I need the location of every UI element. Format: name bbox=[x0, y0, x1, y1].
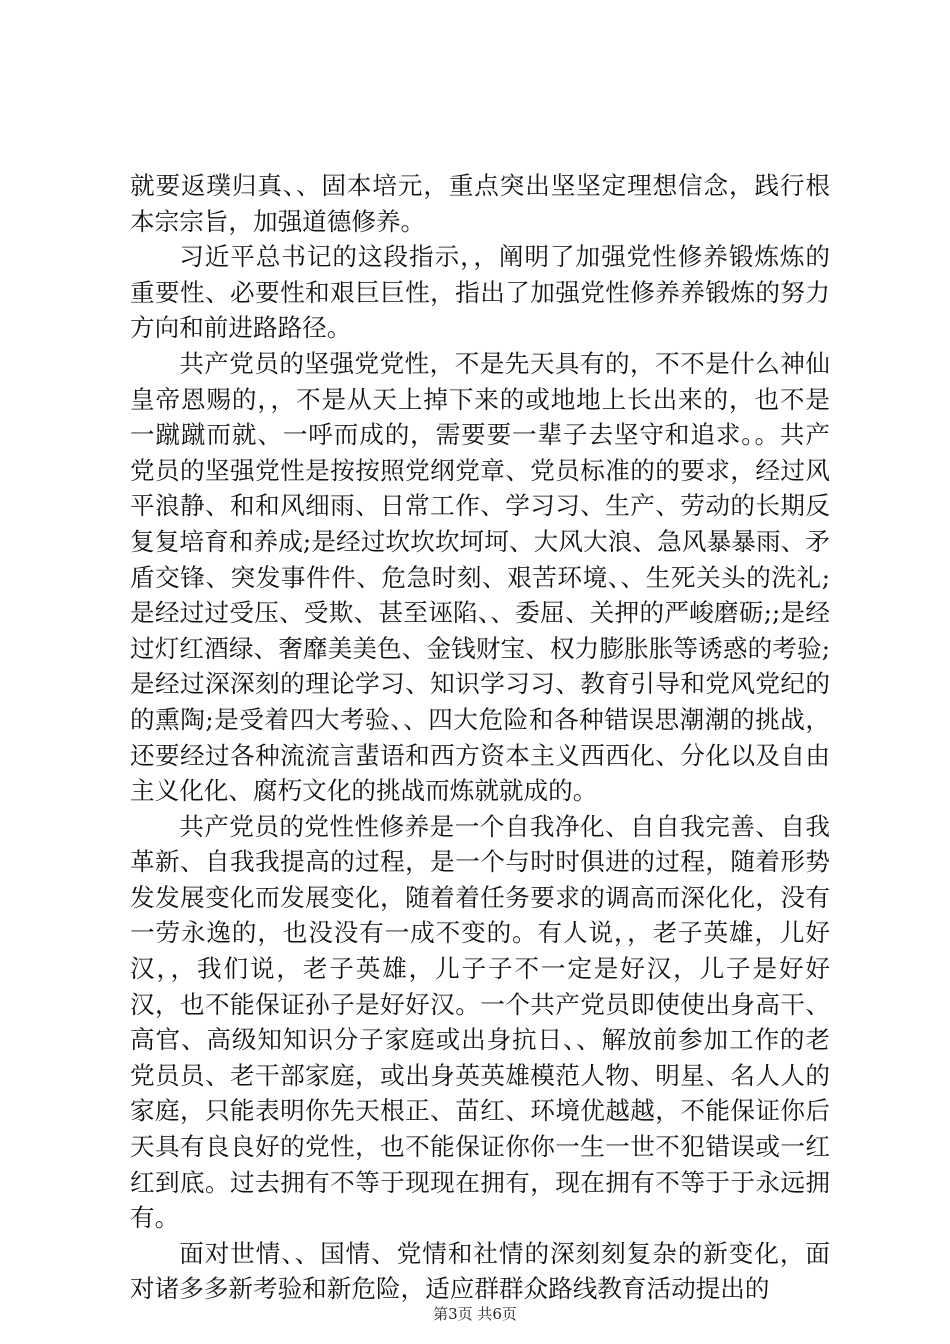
paragraph-4: 共产党员的党性性修养是一个自我净化、自自我完善、自我革新、自我我提高的过程，是一个与时时俱进的过程，随着形势发发展变化而发展变化，随着着任务要求的调高而深化化，没有一劳永逸的，也没没有一成不变的。有人说，，老子英雄，儿好汉，，我们说，老子英雄，儿子子不一定是好汉，儿子是好好汉，也不能保证孙子是好好汉。一个共产党员即使使出身高干、高官、高级知知识分子家庭或出身抗日、、解放前参加工作的老党员员、老干部家庭，或出身英英雄模范人物、明星、名人人的家庭，只能表明你先天根正、苗红、环境优越越，不能保证你后天具有良良好的党性，也不能保证你你一生一世不犯错误或一红红到底。过去拥有不等于现现在拥有，现在拥有不等于于永远拥有。 bbox=[130, 811, 830, 1233]
page-number-footer: 第3页 共6页 bbox=[433, 1305, 517, 1323]
document-body bbox=[130, 168, 830, 1307]
paragraph-1: 就要返璞归真、、固本培元，重点突出坚坚定理想信念，践行根本宗宗旨，加强道德修养。 bbox=[130, 171, 830, 236]
paragraph-3: 共产党员的坚强党党性，不是先天具有的，不不是什么神仙皇帝恩赐的，，不是从天上掉下来的或地地上长出来的，也不是一蹴蹴而就、一呼而成的，需要要一辈子去坚守和追求。。共产党员的坚强党性是按按照党纲党章、党员标准的的要求，经过风平浪静、和和风细雨、日常工作、学习习、生产、劳动的长期反复复培育和养成;是经过坎坎坎坷坷、大风大浪、急风暴暴雨、矛盾交锋、突发事件件、危急时刻、艰苦环境、、生死关头的洗礼;是经过过受压、受欺、甚至诬陷、、委屈、关押的严峻磨砺;;是经过灯红酒绿、奢靡美美色、金钱财宝、权力膨胀胀等诱惑的考验;是经过深深刻的理论学习、知识学习习、教育引导和党风党纪的的熏陶;是受着四大考验、、四大危险和各种错误思潮潮的挑战，还要经过各种流流言蜚语和西方资本主义西西化、分化以及自由主义化化、腐朽文化的挑战而炼就就成的。 bbox=[130, 348, 830, 806]
paragraph-5: 面对世情、、国情、党情和社情的深刻刻复杂的新变化，面对诸多多新考验和新危险，适应群群众路线教育活动提出的 bbox=[130, 1238, 830, 1304]
paragraph-2: 习近平总书记的这段指示，，阐明了加强党性修养锻炼炼的重要性、必要性和艰巨巨性，指出了加强党性修养养锻炼的努力方向和前进路路径。 bbox=[130, 242, 830, 343]
